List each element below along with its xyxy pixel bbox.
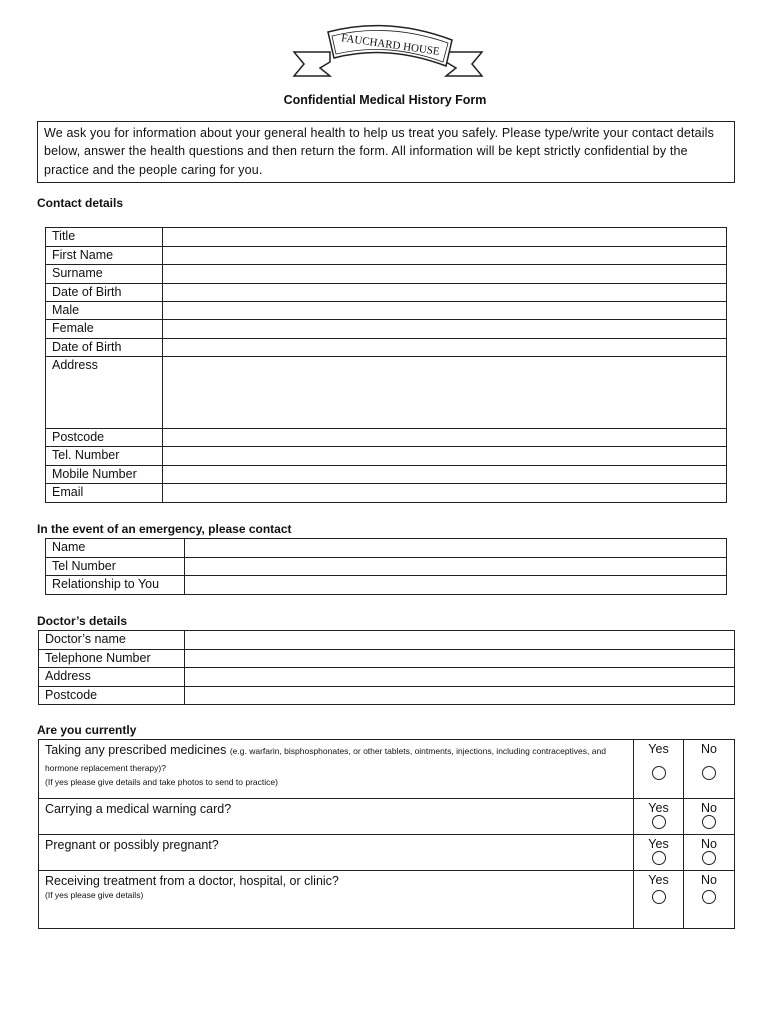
emergency-table: [45, 538, 727, 595]
contact-label: Postcode: [46, 429, 163, 447]
emergency-label: Name: [46, 539, 185, 558]
question-inline-note: (e.g. warfarin, bisphosphonates, or other tablets, ointments, injections, including contraceptives, and hormone replacement therapy)?: [45, 746, 606, 773]
radio-yes[interactable]: [652, 890, 666, 904]
doctor-label: Doctor’s name: [39, 631, 185, 650]
emergency-tel-input[interactable]: [185, 558, 727, 576]
contact-dob-input[interactable]: [163, 284, 727, 302]
question-cell: [39, 740, 634, 799]
yes-label: Yes: [648, 742, 669, 756]
logo-text: FAUCHARD HOUSE: [340, 32, 441, 58]
current-heading: Are you currently: [37, 723, 137, 737]
question-cell: [39, 835, 634, 871]
contact-label: Tel. Number: [46, 447, 163, 466]
contact-mobile-input[interactable]: [163, 466, 727, 484]
question-text: Carrying a medical warning card?: [45, 802, 232, 816]
contact-heading: Contact details: [37, 196, 124, 210]
radio-no[interactable]: [702, 851, 716, 865]
contact-label: Date of Birth: [46, 284, 163, 302]
yes-cell: [634, 740, 684, 799]
current-table: [38, 739, 735, 929]
yes-label: Yes: [648, 873, 669, 887]
doctor-name-input[interactable]: [185, 631, 735, 650]
contact-label: Mobile Number: [46, 466, 163, 484]
intro-text: We ask you for information about your general health to help us treat you safely. Please type/write your contact details below, answer the health questions and then return the form. All information will be kept strictly confidential by the practice and the people caring for you.: [37, 121, 735, 183]
radio-yes[interactable]: [652, 766, 666, 780]
no-cell: [684, 799, 735, 835]
doctor-label: Telephone Number: [39, 650, 185, 668]
no-cell: [684, 871, 735, 929]
contact-surname-input[interactable]: [163, 265, 727, 284]
no-cell: [684, 740, 735, 799]
contact-label: Male: [46, 302, 163, 320]
radio-yes[interactable]: [652, 851, 666, 865]
yes-label: Yes: [648, 837, 669, 851]
contact-female-input[interactable]: [163, 320, 727, 339]
radio-yes[interactable]: [652, 815, 666, 829]
contact-label: Female: [46, 320, 163, 339]
contact-label: Address: [46, 357, 163, 429]
emergency-name-input[interactable]: [185, 539, 727, 558]
yes-cell: [634, 835, 684, 871]
fauchard-house-logo: [290, 18, 486, 84]
radio-no[interactable]: [702, 766, 716, 780]
yes-cell: [634, 799, 684, 835]
question-note: (If yes please give details and take photos to send to practice): [45, 777, 278, 787]
contact-dob2-input[interactable]: [163, 339, 727, 357]
contact-label: Date of Birth: [46, 339, 163, 357]
contact-label: First Name: [46, 247, 163, 265]
no-label: No: [701, 873, 717, 887]
question-text: Taking any prescribed medicines: [45, 743, 227, 757]
doctor-postcode-input[interactable]: [185, 687, 735, 705]
question-cell: [39, 871, 634, 929]
emergency-heading: In the event of an emergency, please contact: [37, 522, 292, 536]
emergency-relationship-input[interactable]: [185, 576, 727, 595]
emergency-label: Tel Number: [46, 558, 185, 576]
contact-first-name-input[interactable]: [163, 247, 727, 265]
contact-email-input[interactable]: [163, 484, 727, 503]
question-text: Pregnant or possibly pregnant?: [45, 838, 219, 852]
contact-title-input[interactable]: [163, 228, 727, 247]
radio-no[interactable]: [702, 890, 716, 904]
yes-label: Yes: [648, 801, 669, 815]
question-note: (If yes please give details): [45, 890, 144, 900]
doctor-heading: Doctor’s details: [37, 614, 128, 628]
yes-cell: [634, 871, 684, 929]
contact-label: Title: [46, 228, 163, 247]
emergency-label: Relationship to You: [46, 576, 185, 595]
contact-tel-input[interactable]: [163, 447, 727, 466]
contact-table: [45, 227, 727, 503]
no-label: No: [701, 742, 717, 756]
contact-postcode-input[interactable]: [163, 429, 727, 447]
question-cell: [39, 799, 634, 835]
doctor-table: [38, 630, 735, 705]
contact-male-input[interactable]: [163, 302, 727, 320]
question-text: Receiving treatment from a doctor, hospital, or clinic?: [45, 874, 339, 888]
doctor-label: Postcode: [39, 687, 185, 705]
form-title: Confidential Medical History Form: [283, 93, 487, 107]
doctor-tel-input[interactable]: [185, 650, 735, 668]
contact-label: Email: [46, 484, 163, 503]
contact-label: Surname: [46, 265, 163, 284]
doctor-address-input[interactable]: [185, 668, 735, 687]
radio-no[interactable]: [702, 815, 716, 829]
no-cell: [684, 835, 735, 871]
doctor-label: Address: [39, 668, 185, 687]
contact-address-input[interactable]: [163, 357, 727, 429]
no-label: No: [701, 801, 717, 815]
no-label: No: [701, 837, 717, 851]
